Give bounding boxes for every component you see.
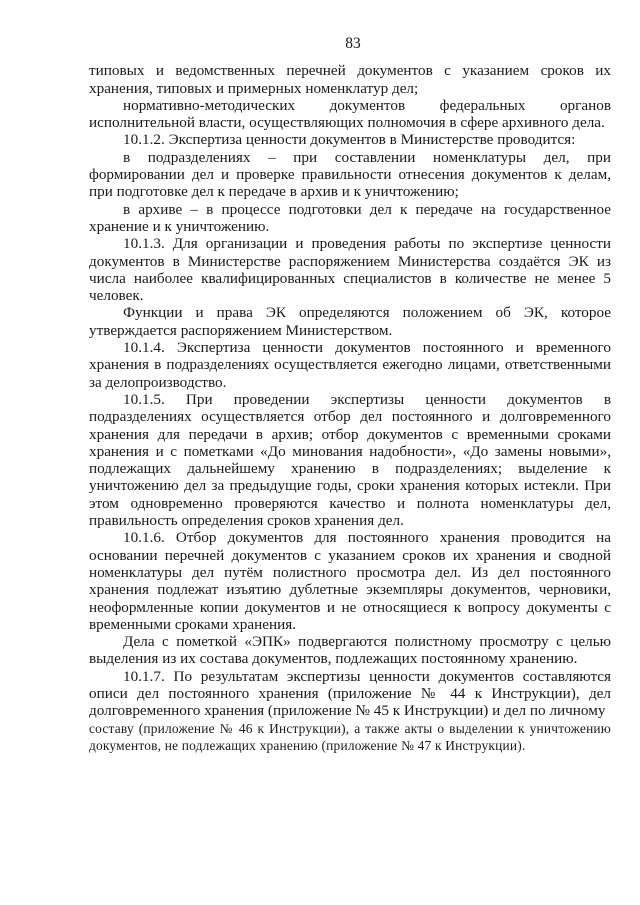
- paragraph-7: Функции и права ЭК определяются положением об ЭК, которое утверждается распоряжением Министерством.: [89, 304, 611, 339]
- paragraph-5: в архиве – в процессе подготовки дел к передаче на государственное хранение и к уничтожению.: [89, 200, 611, 235]
- document-page: [89, 35, 611, 754]
- paragraph-6: 10.1.3. Для организации и проведения работы по экспертизе ценности документов в Министерстве распоряжением Министерства создаётся ЭК из числа наиболее квалифицированных специалистов в количестве не менее 5 человек.: [89, 235, 611, 305]
- paragraph-12: 10.1.7. По результатам экспертизы ценности документов составляются описи дел постоянного хранения (приложение № 44 к Инструкции), дел долговременного хранения (приложение № 45 к Инструкции) и дел по личному: [89, 667, 611, 720]
- paragraph-11: Дела с пометкой «ЭПК» подвергаются полистному просмотру с целью выделения из их состава документов, подлежащих постоянному хранению.: [89, 633, 611, 668]
- paragraph-10: 10.1.6. Отбор документов для постоянного хранения проводится на основании перечней документов с указанием сроков их хранения и сводной номенклатуры дел путём полистного просмотра дел. Из дел постоянного хранения подлежат изъятию дублетные экземпляры документов, черновики, неоформленные копии документов и не относящиеся к вопросу документы с временными сроками хранения.: [89, 529, 611, 633]
- paragraph-4: в подразделениях – при составлении номенклатуры дел, при формировании дел и проверке правильности отнесения документов к делам, при подготовке дел к передаче в архив и к уничтожению;: [89, 148, 611, 201]
- paragraph-1: типовых и ведомственных перечней документов с указанием сроков их хранения, типовых и примерных номенклатур дел;: [89, 62, 611, 97]
- paragraph-13: составу (приложение № 46 к Инструкции), а также акты о выделении к уничтожению документов, не подлежащих хранению (приложение № 47 к Инструкции).: [89, 720, 611, 753]
- paragraph-2: нормативно-методических документов федеральных органов исполнительной власти, осуществляющих полномочия в сфере архивного дела.: [89, 96, 611, 132]
- paragraph-9: 10.1.5. При проведении экспертизы ценности документов в подразделениях осуществляется отбор дел постоянного и долговременного хранения для передачи в архив; отбор документов с временными сроками хранения и с пометками «До минования надобности», «До замены новыми», подлежащих дальнейшему хранению в подразделениях; выделение к уничтожению дел за предыдущие годы, сроки хранения которых истекли. При этом одновременно проверяются качество и полнота номенклатуры дел, правильность определения сроков хранения дел.: [89, 390, 611, 530]
- paragraph-8: 10.1.4. Экспертиза ценности документов постоянного и временного хранения в подразделениях осуществляется ежегодно лицами, ответственными за делопроизводство.: [89, 339, 611, 391]
- page-number: 83: [345, 35, 361, 52]
- paragraph-3: 10.1.2. Экспертиза ценности документов в Министерстве проводится:: [123, 131, 576, 149]
